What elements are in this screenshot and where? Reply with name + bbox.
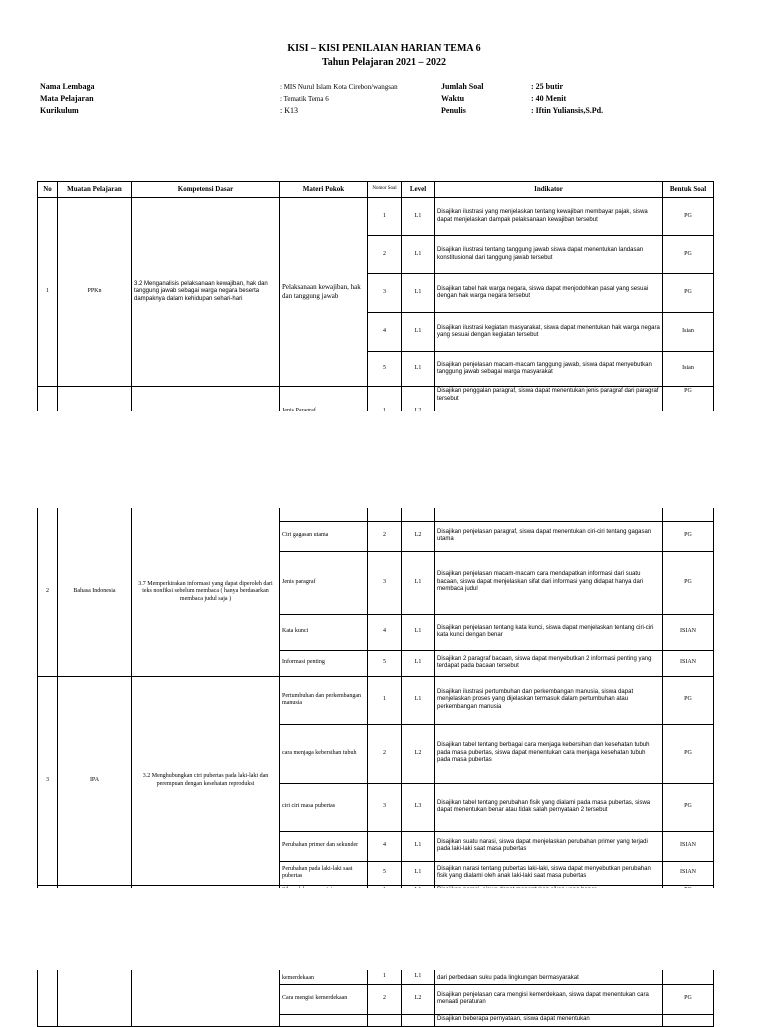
info-value: : 40 Menit [531, 94, 567, 103]
row-level: L2 [402, 521, 435, 551]
row-level: L1 [402, 676, 435, 724]
col-header-bentuk: Bentuk Soal [663, 182, 714, 198]
row-bentuk: PG [663, 198, 714, 236]
info-label: Penulis [441, 106, 466, 115]
row-indikator: Disajikan tabel hak warga negara, siswa dapat menjodohkan pasal yang sesuai dengan hak warga negara tersebut [435, 274, 663, 313]
info-label: Jumlah Soal [441, 82, 484, 91]
row-nomor: 4 [368, 831, 402, 861]
row-kd: 3.2 Menghubungkan ciri pubertas pada laki-laki dan perempuan dengan kesehatan reproduksi [132, 676, 280, 885]
row-level: L1 [402, 274, 435, 313]
row-muatan: PPKn [58, 198, 132, 387]
row-bentuk: PG [663, 676, 714, 724]
col-header-no: No [38, 182, 58, 198]
row-kd: 3.7 Memperkirakan informasi yang dapat diperoleh dari teks nonfiksi sebelum membaca ( hanya berdasarkan membaca judul saja ) [132, 508, 280, 676]
row-no: 3 [38, 676, 58, 885]
row-level: L1 [402, 861, 435, 885]
row-nomor: 2 [368, 236, 402, 274]
info-value: : K13 [280, 106, 298, 115]
row-level [402, 1014, 435, 1026]
row-level: L1 [402, 198, 435, 236]
table-row [38, 676, 714, 724]
row-no: 2 [38, 508, 58, 676]
row-nomor: 5 [368, 650, 402, 676]
table-row [38, 970, 714, 984]
row-materi: Kata kunci [280, 614, 368, 650]
info-right [441, 82, 603, 118]
row-indikator: Disajikan penjelasan macam-macam tanggung jawab, siswa dapat menyebutkan tanggung jawab sebagai warga masyarakat [435, 352, 663, 387]
col-header-indikator: Indikator [435, 182, 663, 198]
document-subtitle: Tahun Pelajaran 2021 – 2022 [321, 57, 447, 68]
row-muatan: Bahasa Indonesia [58, 508, 132, 676]
row-indikator: Disajikan penjelasan cara mengisi kemerdekaan, siswa dapat menentukan cara menaati peraturan [435, 984, 663, 1014]
row-level: L1 [402, 650, 435, 676]
document-title: KISI – KISI PENILAIAN HARIAN TEMA 6 [287, 43, 481, 54]
page-gap [0, 411, 768, 508]
row-materi: ciri ciri masa pubertas [280, 783, 368, 831]
row-indikator: Disajikan 2 paragraf bacaan, siswa dapat menyebutkan 2 informasi penting yang terdapat pada bacaan tersebut [435, 650, 663, 676]
row-nomor: 3 [368, 551, 402, 614]
row-level: L1 [402, 614, 435, 650]
row-indikator: Disajikan penjelasan paragraf, siswa dapat menentukan ciri-ciri tentang gagasan utama [435, 521, 663, 551]
row-bentuk: PG [663, 724, 714, 783]
row-level: L3 [402, 783, 435, 831]
row-bentuk: PG [663, 236, 714, 274]
row-nomor: 5 [368, 861, 402, 885]
row-indikator: Disajikan ilustrasi pertumbuhan dan perkembangan manusia, siswa dapat menjelaskan proses yang dijelaskan termasuk dalam pertumbuhan atau perkembangan manusia [435, 676, 663, 724]
row-nomor: 4 [368, 614, 402, 650]
row-materi [280, 1014, 368, 1026]
row-indikator: Disajikan beberapa pernyataan, siswa dapat menentukan [435, 1014, 663, 1026]
row-materi: Cara mengisi kemerdekaan [280, 984, 368, 1014]
row-indikator: Disajikan penggalan paragraf, siswa dapat menentukan jenis paragraf dari paragraf tersebut [435, 387, 663, 417]
row-nomor: 1 [368, 970, 402, 984]
row-level: L1 [402, 352, 435, 387]
row-bentuk: Isian [663, 313, 714, 352]
row-indikator: Disajikan penjelasan tentang kata kunci, siswa dapat menjelaskan tentang ciri-ciri kata kunci dengan benar [435, 614, 663, 650]
col-header-nomor: Nomor Soal [368, 182, 402, 198]
row-nomor: 3 [368, 274, 402, 313]
row-nomor: 2 [368, 984, 402, 1014]
col-header-materi: Materi Pokok [280, 182, 368, 198]
row-level: L1 [402, 831, 435, 861]
row-indikator: Disajikan narasi tentang pubertas laki-laki, siswa dapat menyebutkan perubahan fisik yang dialami oleh anak laki-laki saat masa pubertas [435, 861, 663, 885]
row-materi: Jenis paragraf [280, 551, 368, 614]
row-materi: kemerdekaan [280, 970, 368, 984]
row-bentuk: PG [663, 984, 714, 1014]
page-gap [0, 888, 768, 970]
row-nomor: 5 [368, 352, 402, 387]
row-level: L2 [402, 984, 435, 1014]
row-materi: Perubahan pada laki-laki saat pubertas [280, 861, 368, 885]
row-materi: Ciri gagasan utama [280, 521, 368, 551]
row-bentuk: ISIAN [663, 831, 714, 861]
row-bentuk: ISIAN [663, 650, 714, 676]
info-value: : 25 butir [531, 82, 563, 91]
info-label: Kurikulum [40, 106, 79, 115]
row-bentuk: PG [663, 387, 714, 417]
row-indikator: Disajikan ilustrasi yang menjelaskan tentang kewajiban membayar pajak, siswa dapat menjelaskan dampak pelaksanaan kewajiban tersebut [435, 198, 663, 236]
row-materi: Informasi penting [280, 650, 368, 676]
row-level: L2 [402, 724, 435, 783]
row-indikator: Disajikan tabel tentang perubahan fisik yang dialami pada masa pubertas, siswa dapat menentukan benar atau tidak salah pernyataan 2 tersebut [435, 783, 663, 831]
row-level: L1 [402, 236, 435, 274]
col-header-kd: Kompetensi Dasar [132, 182, 280, 198]
row-bentuk: PG [663, 551, 714, 614]
row-bentuk: ISIAN [663, 614, 714, 650]
kisi-table-page1 [37, 181, 714, 417]
row-nomor: 4 [368, 313, 402, 352]
info-value: : MIS Nurul Islam Kota Cirebon/wangsan [280, 83, 398, 91]
row-materi: Pertumbuhan dan perkembangan manusia [280, 676, 368, 724]
row-level: L1 [402, 551, 435, 614]
row-nomor: 2 [368, 521, 402, 551]
info-label: Mata Pelajaran [40, 94, 94, 103]
col-header-muatan: Muatan Pelajaran [58, 182, 132, 198]
table-header-row [38, 182, 714, 198]
row-indikator: Disajikan suatu narasi, siswa dapat menjelaskan perubahan primer yang terjadi pada laki-laki saat masa pubertas [435, 831, 663, 861]
row-indikator: dari perbedaan suku pada lingkungan bermasyarakat [435, 970, 663, 984]
info-label: Nama Lembaga [40, 82, 95, 91]
kisi-table-page2-body [37, 508, 714, 900]
row-bentuk: Isian [663, 352, 714, 387]
row-nomor: 2 [368, 724, 402, 783]
row-bentuk: PG [663, 783, 714, 831]
row-kd: 3.2 Menganalisis pelaksanaan kewajiban, hak dan tanggung jawab sebagai warga negara beserta dampaknya dalam kehidupan sehari-hari [132, 198, 280, 387]
row-level: L1 [402, 313, 435, 352]
row-nomor: 1 [368, 198, 402, 236]
row-materi: cara menjaga kebersihan tubuh [280, 724, 368, 783]
table-row [38, 508, 714, 521]
info-value: : Tematik Tema 6 [280, 95, 329, 103]
row-bentuk: PG [663, 521, 714, 551]
row-nomor: 1 [368, 676, 402, 724]
row-level: L1 [402, 970, 435, 984]
row-indikator: Disajikan ilustrasi tentang tanggung jawab siswa dapat menentukan landasan konstitusional dari tanggung jawab tersebut [435, 236, 663, 274]
row-materi: Perubahan primer dan sekunder [280, 831, 368, 861]
table-row [38, 198, 714, 236]
row-muatan: IPA [58, 676, 132, 885]
row-indikator: Disajikan tabel tentang berbagai cara menjaga kebersihan dan kesehatan tubuh pada masa pubertas, siswa dapat menentukan cara menjaga kesehatan tubuh pada masa pubertas [435, 724, 663, 783]
row-bentuk: ISIAN [663, 861, 714, 885]
row-bentuk [663, 1014, 714, 1026]
info-left [40, 82, 398, 118]
row-bentuk [663, 970, 714, 984]
row-indikator: Disajikan penjelasan macam-macam cara mendapatkan informasi dari suatu bacaan, siswa dapat menjelaskan sifat dari informasi yang didapat hanya dari membaca judul [435, 551, 663, 614]
row-nomor [368, 1014, 402, 1026]
row-indikator: Disajikan ilustrasi kegiatan masyarakat, siswa dapat menentukan hak warga negara yang sesuai dengan kegiatan tersebut [435, 313, 663, 352]
row-bentuk: PG [663, 274, 714, 313]
info-label: Waktu [441, 94, 465, 103]
col-header-level: Level [402, 182, 435, 198]
row-materi: Pelaksanaan kewajiban, hak dan tanggung jawab [280, 198, 368, 387]
row-nomor: 3 [368, 783, 402, 831]
info-value: : Iftin Yuliansis,S.Pd. [531, 106, 604, 115]
row-no: 1 [38, 198, 58, 387]
kisi-table-page3 [37, 970, 714, 1027]
